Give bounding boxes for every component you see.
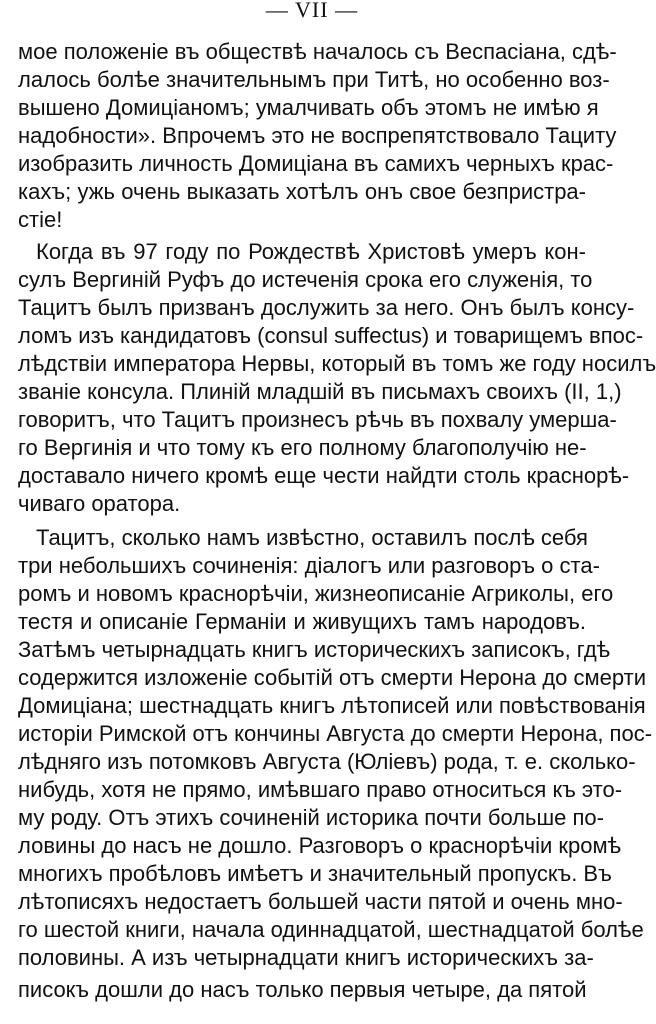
text-line: Тацитъ былъ призванъ дослужить за него. Онъ былъ консу- [18, 295, 635, 320]
page-number-header: — VII — [265, 0, 359, 22]
text-line: званіе консула. Плиній младшій въ письмахъ своихъ (II, 1,) [18, 379, 622, 404]
text-line: кахъ; ужь очень выказать хотѣлъ онъ свое безпристра- [18, 179, 586, 204]
text-line: Когда въ 97 году по Рождествѣ Христовѣ умеръ кон- [36, 239, 586, 264]
text-line: Домиціана; шестнадцать книгъ лѣтописей или повѣствованія [18, 693, 646, 718]
text-line: тестя и описаніе Германіи и живущихъ тамъ народовъ. [18, 609, 586, 634]
text-line: ломъ изъ кандидатовъ (consul suffectus) и товарищемъ впос- [18, 323, 644, 348]
text-line: нибудь, хотя не прямо, имѣвшаго право относиться къ это- [18, 777, 623, 802]
text-line: надобности». Впрочемъ это не воспрепятствовало Тациту [18, 123, 617, 148]
text-line: го шестой книги, начала одиннадцатой, шестнадцатой болѣе [18, 917, 644, 942]
text-line: писокъ дошли до насъ только первыя четыре, да пятой [18, 977, 587, 1002]
text-line: содержится изложеніе событій отъ смерти Нерона до смерти [18, 665, 646, 690]
text-line: изобразить личность Домиціана въ самихъ черныхъ крас- [18, 151, 614, 176]
text-line: го Вергинія и что тому къ его полному благополучію не- [18, 435, 587, 460]
text-line: многихъ пробѣловъ имѣетъ и значительный пропускъ. Въ [18, 861, 612, 886]
text-line: ловины до насъ не дошло. Разговоръ о краснорѣчіи кромѣ [18, 833, 622, 858]
text-line: лѣдствіи императора Нервы, который въ томъ же году носилъ [18, 351, 656, 376]
text-line: исторіи Римской отъ кончины Августа до смерти Нерона, пос- [18, 721, 653, 746]
text-line: вышено Домиціаномъ; умалчивать объ этомъ не имѣю я [18, 95, 599, 120]
text-line: мое положеніе въ обществѣ началось съ Веспасіана, сдѣ- [18, 39, 617, 64]
text-line: Тацитъ, сколько намъ извѣстно, оставилъ послѣ себя [36, 525, 588, 550]
text-line: лалось болѣе значительнымъ при Титѣ, но особенно воз- [18, 67, 610, 92]
text-line: сулъ Вергиній Руфъ до истеченія срока его служенія, то [18, 267, 593, 292]
text-line: доставало ничего кромѣ еще чести найдти столь краснорѣ- [18, 463, 630, 488]
text-line: половины. А изъ четырнадцати книгъ историческихъ за- [18, 945, 594, 970]
text-line: му роду. Отъ этихъ сочиненій историка почти больше по- [18, 805, 604, 830]
text-line: ромъ и новомъ краснорѣчіи, жизнеописаніе Агриколы, его [18, 581, 614, 606]
text-line: чиваго оратора. [18, 491, 181, 516]
text-line: Затѣмъ четырнадцать книгъ историческихъ записокъ, гдѣ [18, 637, 611, 662]
text-line: три небольшихъ сочиненія: діалогъ или разговоръ о ста- [18, 553, 600, 578]
text-line: говоритъ, что Тацитъ произнесъ рѣчь въ похвалу умерша- [18, 407, 617, 432]
text-line: лѣдняго изъ потомковъ Августа (Юліевъ) рода, т. е. сколько- [18, 749, 636, 774]
text-line: лѣтописяхъ недостаетъ большей части пятой и очень мно- [18, 889, 623, 914]
text-line: стіе! [18, 207, 63, 232]
